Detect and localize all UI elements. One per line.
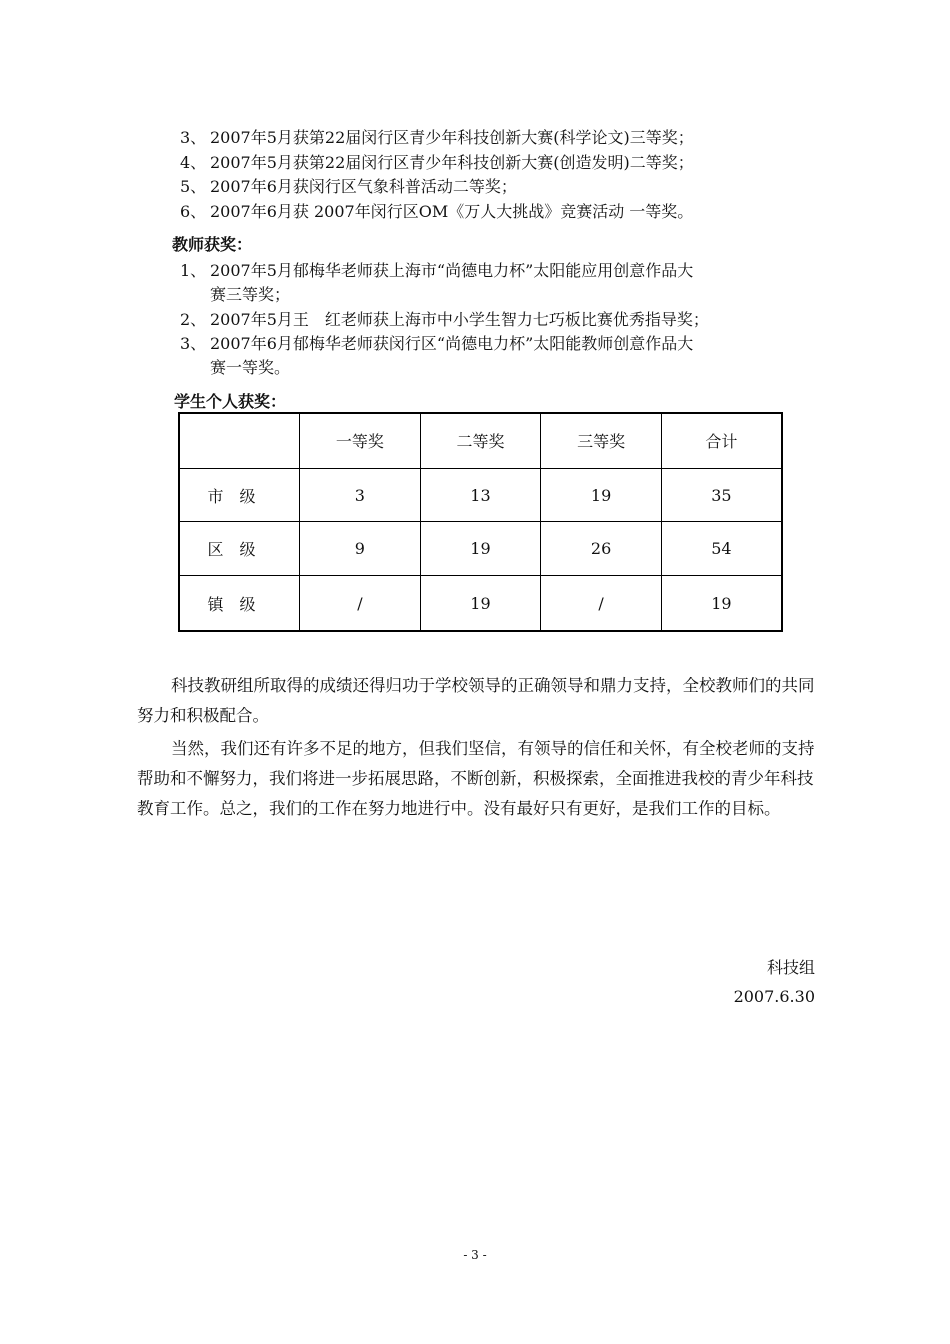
table-cell: / bbox=[541, 576, 662, 631]
table-cell: 19 bbox=[420, 576, 541, 631]
paragraph-acknowledgement: 科技教研组所取得的成绩还得归功于学校领导的正确领导和鼎力支持，全校教师们的共同努力和积极配合。 bbox=[137, 676, 815, 725]
table-cell: 3 bbox=[300, 468, 421, 522]
table-header-cell: 一等奖 bbox=[300, 413, 421, 468]
awards-table bbox=[178, 412, 783, 632]
teacher-awards-heading: 教师获奖： bbox=[172, 235, 253, 254]
teacher-award-1: 1、 2007年5月郁梅华老师获上海市“尚德电力杯”太阳能应用创意作品大 bbox=[180, 261, 694, 280]
signature-date: 2007.6.30 bbox=[733, 987, 815, 1006]
teacher-award-1-cont: 赛三等奖； bbox=[210, 285, 291, 304]
table-cell: 19 bbox=[420, 522, 541, 576]
table-header-cell: 二等奖 bbox=[420, 413, 541, 468]
signature: 科技组 bbox=[766, 958, 815, 977]
table-cell: 19 bbox=[661, 576, 782, 631]
row-label: 区级 bbox=[179, 522, 300, 576]
award-item-5: 5、 2007年6月获闵行区气象科普活动二等奖； bbox=[180, 177, 517, 196]
paragraph-outlook: 当然，我们还有许多不足的地方，但我们坚信，有领导的信任和关怀，有全校老师的支持帮助和不懈努力，我们将进一步拓展思路，不断创新，积极探索，全面推进我校的青少年科技教育工作。总之，我们的工作在努力地进行中。没有最好只有更好，是我们工作的目标。 bbox=[137, 739, 815, 818]
teacher-award-3-cont: 赛一等奖。 bbox=[210, 358, 291, 377]
teacher-award-2: 2、 2007年5月王 红老师获上海市中小学生智力七巧板比赛优秀指导奖； bbox=[180, 310, 709, 329]
row-label: 市级 bbox=[179, 468, 300, 522]
table-row bbox=[179, 576, 782, 631]
page-number: - 3 - bbox=[463, 1248, 487, 1262]
table-header-cell bbox=[179, 413, 300, 468]
table-cell: 54 bbox=[661, 522, 782, 576]
table-header-cell: 合计 bbox=[661, 413, 782, 468]
individual-awards-heading: 学生个人获奖： bbox=[174, 392, 287, 411]
table-cell: / bbox=[300, 576, 421, 631]
table-row bbox=[179, 468, 782, 522]
award-item-3: 3、 2007年5月获第22届闵行区青少年科技创新大赛(科学论文)三等奖； bbox=[180, 128, 694, 147]
table-cell: 19 bbox=[541, 468, 662, 522]
table-header-cell: 三等奖 bbox=[541, 413, 662, 468]
table-cell: 13 bbox=[420, 468, 541, 522]
row-label: 镇级 bbox=[179, 576, 300, 631]
award-item-4: 4、 2007年5月获第22届闵行区青少年科技创新大赛(创造发明)二等奖； bbox=[180, 153, 694, 172]
table-cell: 35 bbox=[661, 468, 782, 522]
table-cell: 9 bbox=[300, 522, 421, 576]
table-row bbox=[179, 522, 782, 576]
table-cell: 26 bbox=[541, 522, 662, 576]
table-header-row bbox=[179, 413, 782, 468]
award-item-6: 6、 2007年6月获 2007年闵行区OM《万人大挑战》竞赛活动 一等奖。 bbox=[180, 202, 694, 221]
teacher-award-3: 3、 2007年6月郁梅华老师获闵行区“尚德电力杯”太阳能教师创意作品大 bbox=[180, 334, 694, 353]
